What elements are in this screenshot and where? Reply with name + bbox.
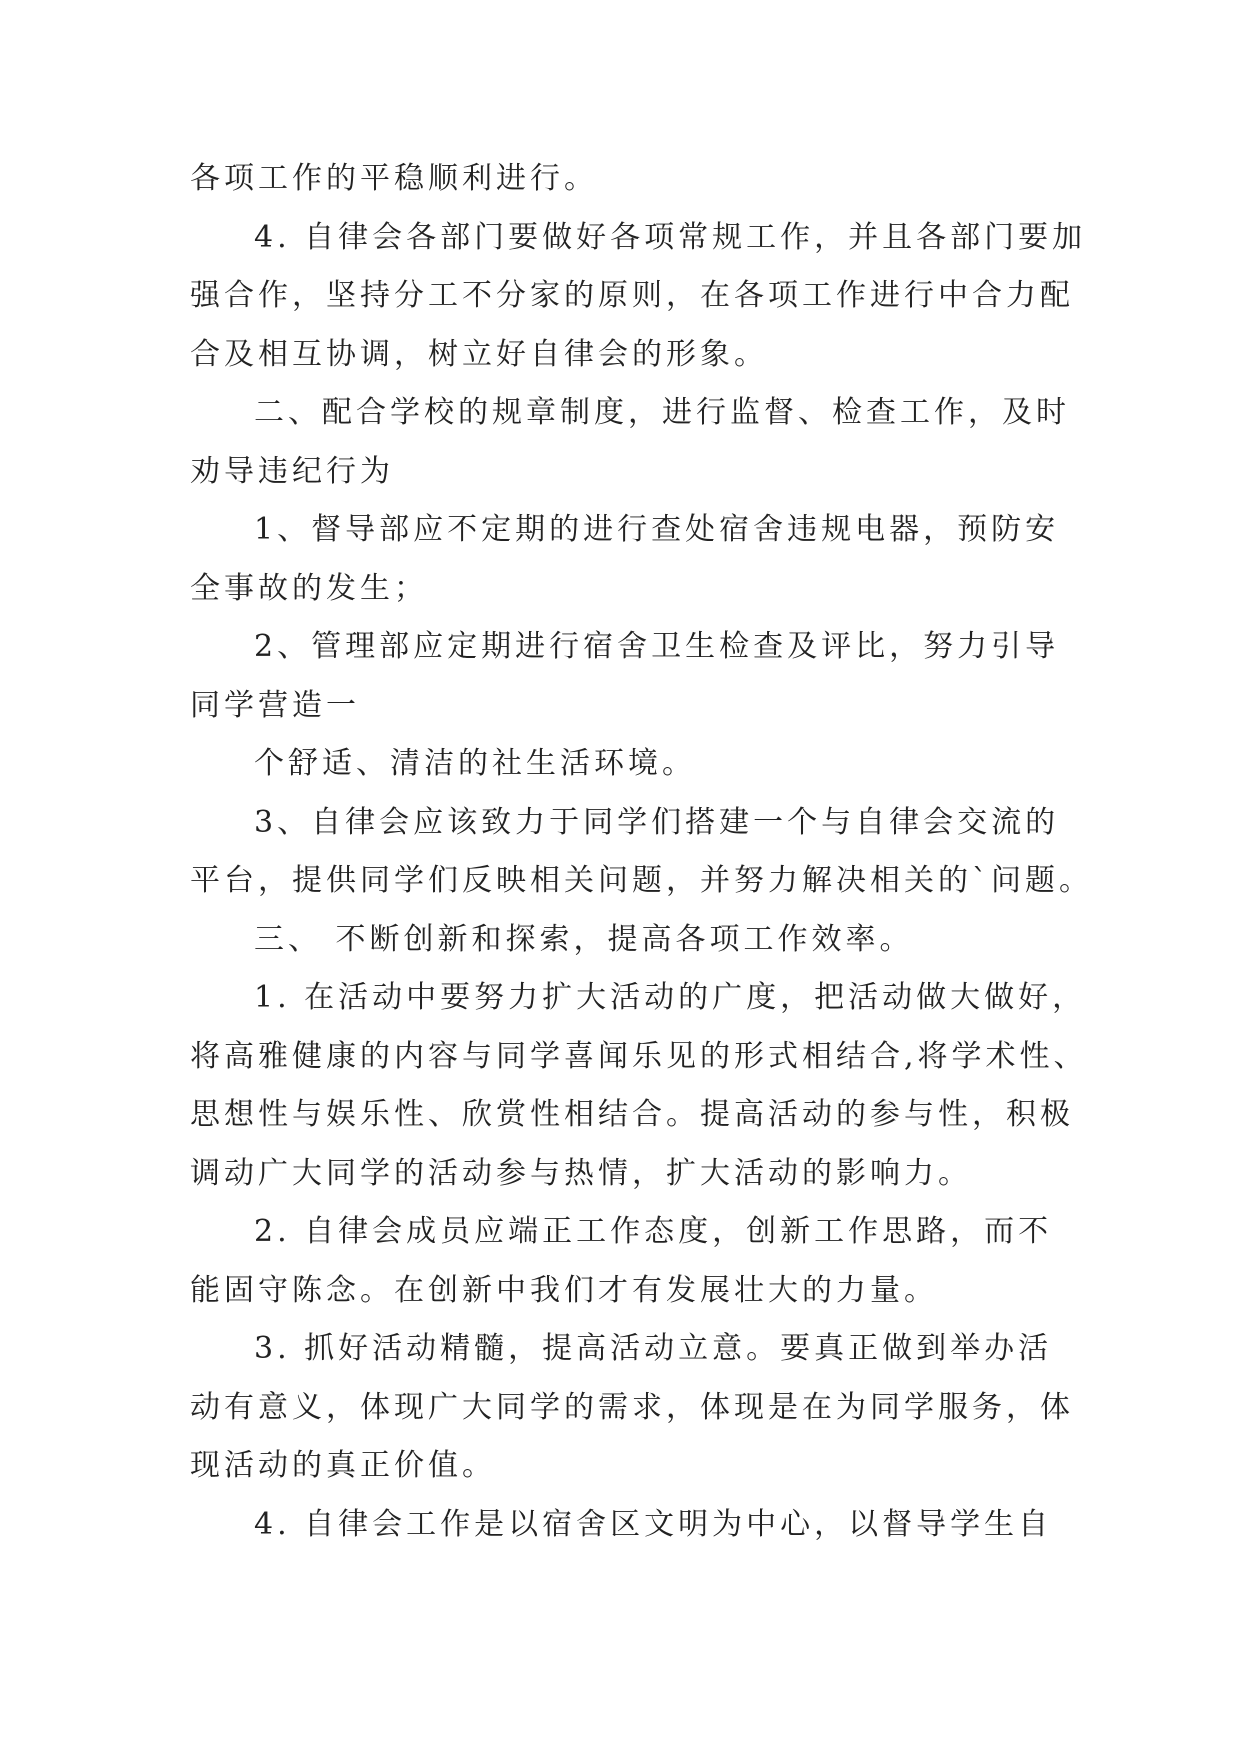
text-line: 1、督导部应不定期的进行查处宿舍违规电器，预防安 — [254, 512, 1060, 547]
text-line: 将高雅健康的内容与同学喜闻乐见的形式相结合,将学术性、 — [190, 1038, 1088, 1074]
text-line: 各项工作的平稳顺利进行。 — [190, 161, 598, 196]
text-line: 2. 自律会成员应端正工作态度，创新工作思路，而不 — [254, 1214, 1053, 1249]
text-line: 4. 自律会工作是以宿舍区文明为中心，以督导学生自 — [254, 1506, 1053, 1542]
text-line: 强合作，坚持分工不分家的原则，在各项工作进行中合力配 — [190, 278, 1074, 313]
text-line: 同学营造一 — [190, 687, 360, 723]
text-line: 能固守陈念。在创新中我们才有发展壮大的力量。 — [190, 1272, 938, 1308]
text-line: 4. 自律会各部门要做好各项常规工作，并且各部门要加 — [254, 219, 1087, 255]
document-body — [190, 150, 1093, 1554]
text-line: 2、管理部应定期进行宿舍卫生检查及评比，努力引导 — [254, 629, 1060, 664]
text-line: 思想性与娱乐性、欣赏性相结合。提高活动的参与性，积极 — [190, 1097, 1074, 1132]
text-line: 个舒适、清洁的社生活环境。 — [254, 746, 696, 781]
text-line: 三、 不断创新和探索，提高各项工作效率。 — [254, 921, 914, 957]
text-line: 劝导违纪行为 — [190, 453, 394, 489]
text-line: 平台，提供同学们反映相关问题，并努力解决相关的`问题。 — [190, 863, 1093, 898]
text-line: 调动广大同学的活动参与热情，扩大活动的影响力。 — [190, 1155, 972, 1191]
text-line: 现活动的真正价值。 — [190, 1448, 496, 1483]
text-line: 动有意义，体现广大同学的需求，体现是在为同学服务，体 — [190, 1389, 1074, 1425]
text-line: 3、自律会应该致力于同学们搭建一个与自律会交流的 — [254, 804, 1060, 840]
text-line: 1. 在活动中要努力扩大活动的广度，把活动做大做好， — [254, 980, 1087, 1015]
text-line: 3. 抓好活动精髓，提高活动立意。要真正做到举办活 — [254, 1331, 1053, 1366]
text-line: 合及相互协调，树立好自律会的形象。 — [190, 336, 768, 372]
text-line: 全事故的发生； — [190, 570, 428, 606]
text-line: 二、配合学校的规章制度，进行监督、检查工作，及时 — [254, 395, 1070, 430]
